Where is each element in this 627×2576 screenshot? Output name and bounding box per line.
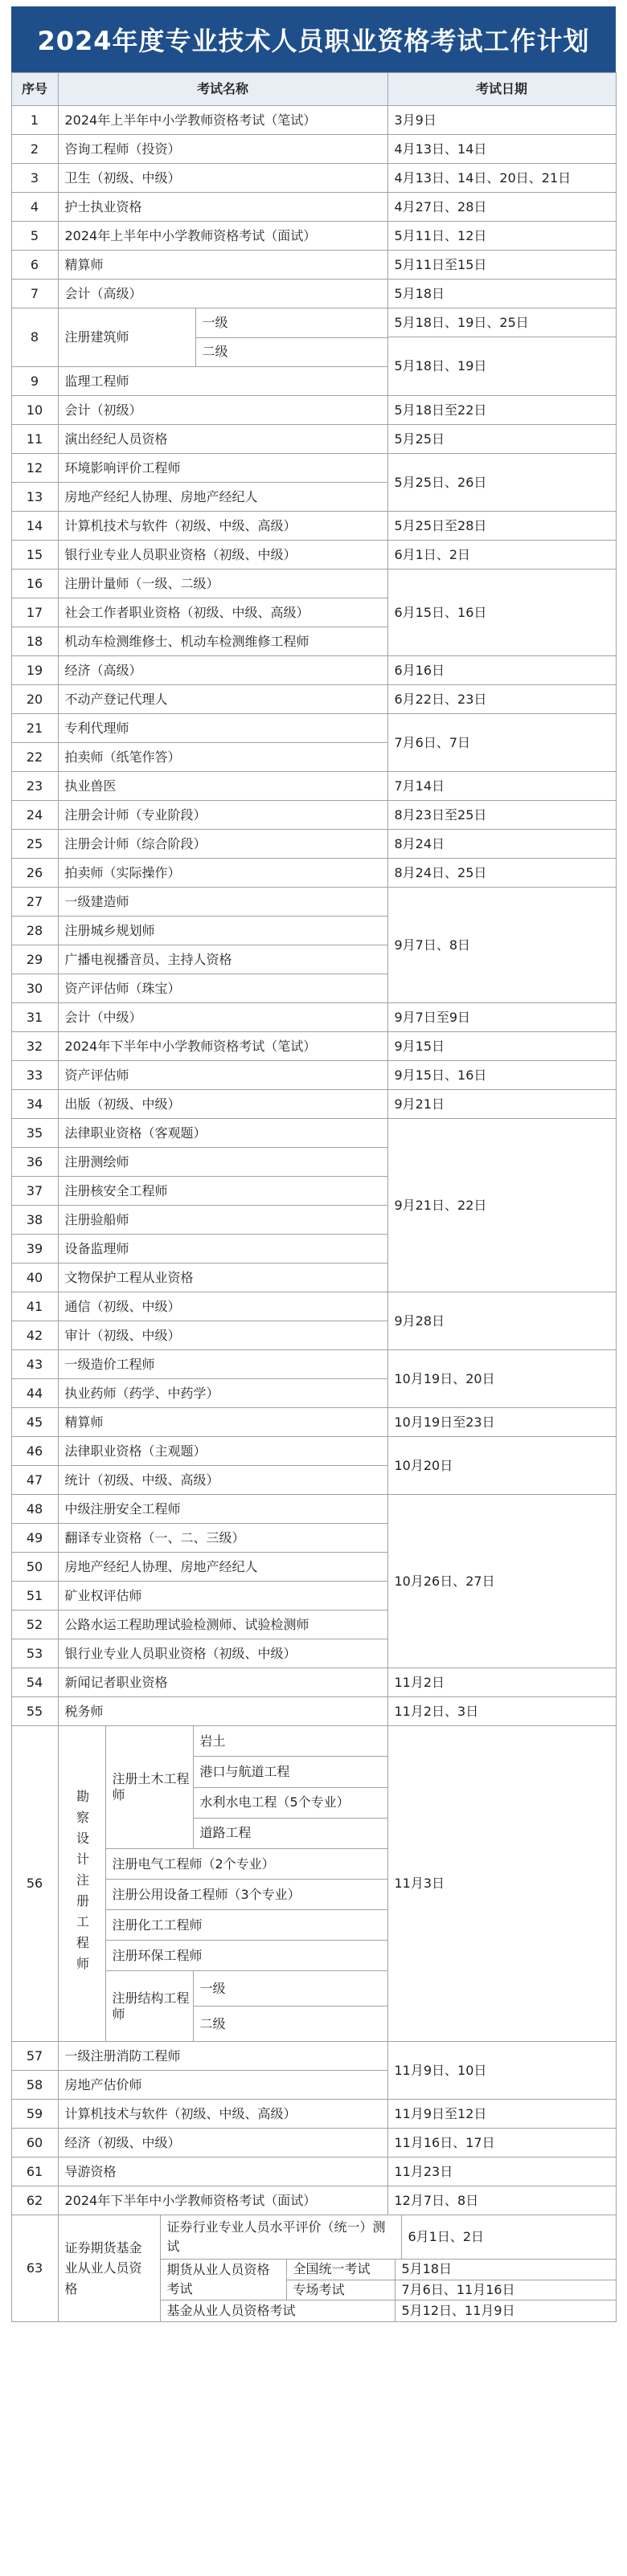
table-row [11,193,616,222]
row-num: 32 [11,1032,58,1061]
table-row [11,251,616,280]
futures-test: 期货从业人员资格考试 [161,2260,287,2300]
exam-name: 拍卖师（实际操作） [58,859,387,888]
civil-item: 岩土 [194,1726,387,1757]
row-num: 51 [11,1582,58,1611]
exam-name: 执业药师（药学、中药学） [58,1379,387,1408]
row-num: 39 [11,1235,58,1264]
table-row [11,2186,616,2215]
exam-date: 9月7日至9日 [387,1003,616,1032]
exam-name: 环境影响评价工程师 [58,454,387,483]
group-label: 勘察设计注册工程师 [74,1790,90,1978]
exam-date: 5月18日 [401,2261,453,2277]
table-row [11,425,616,454]
table-row [11,1032,616,1061]
exam-date: 4月13日、14日 [387,135,616,164]
engineer-item: 注册公用设备工程师（3个专业） [106,1880,387,1910]
exam-date: 3月9日 [387,106,616,135]
exam-name: 设备监理师 [58,1235,387,1264]
exam-name: 一级建造师 [58,888,387,917]
exam-date: 5月18日 [387,280,616,308]
row-num: 7 [11,280,58,308]
row-num: 58 [11,2071,58,2100]
table-row [11,656,616,685]
exam-date: 11月9日、10日 [387,2042,616,2100]
table-row [11,106,616,135]
exam-name: 经济（初级、中级） [58,2129,387,2158]
group-label: 证券期货基金业从业人员资格 [59,2215,161,2321]
table-row [11,2042,616,2071]
row-num: 13 [11,483,58,512]
exam-name: 法律职业资格（客观题） [58,1119,387,1148]
table-row [11,830,616,859]
row-num: 29 [11,945,58,974]
table-row [11,454,616,483]
exam-date: 6月1日、2日 [408,2229,485,2244]
structural-engineer-label: 注册结构工程师 [106,1971,194,2041]
exam-date: 5月18日、19日、25日 [387,308,616,337]
row-num: 38 [11,1206,58,1235]
exam-date: 6月1日、2日 [387,541,616,569]
exam-name: 注册建筑师 [64,329,129,345]
exam-name: 出版（初级、中级） [58,1090,387,1119]
row-num: 17 [11,598,58,627]
row-num: 41 [11,1292,58,1321]
row-num: 62 [11,2186,58,2215]
table-row [11,2158,616,2186]
exam-date: 5月25日、26日 [387,454,616,512]
row-num: 43 [11,1350,58,1379]
row-num: 44 [11,1379,58,1408]
exam-name: 广播电视播音员、主持人资格 [58,945,387,974]
table-row [11,222,616,251]
row-num: 22 [11,743,58,772]
table-row [11,1061,616,1090]
exam-name: 中级注册安全工程师 [58,1495,387,1524]
exam-name: 护士执业资格 [58,193,387,222]
row-num: 54 [11,1668,58,1697]
table-row [11,541,616,569]
exam-group-cell [58,2215,616,2322]
table-row [11,1697,616,1726]
exam-date: 4月27日、28日 [387,193,616,222]
civil-engineer-label: 注册土木工程师 [106,1726,194,1848]
exam-name: 计算机技术与软件（初级、中级、高级） [58,512,387,541]
exam-date: 11月9日至12日 [387,2100,616,2129]
exam-name: 一级造价工程师 [58,1350,387,1379]
exam-date: 9月28日 [387,1292,616,1350]
exam-date: 5月25日至28日 [387,512,616,541]
exam-date: 5月25日 [387,425,616,454]
civil-item: 水利水电工程（5个专业） [194,1788,387,1819]
exam-name: 注册会计师（综合阶段） [58,830,387,859]
row-num: 46 [11,1437,58,1466]
exam-name: 银行业专业人员职业资格（初级、中级） [58,541,387,569]
table-row [11,1668,616,1697]
table-row [11,308,616,337]
exam-date: 5月18日至22日 [387,396,616,425]
row-num: 55 [11,1697,58,1726]
exam-name: 卫生（初级、中级） [58,164,387,193]
exam-name: 房地产经纪人协理、房地产经纪人 [58,1553,387,1582]
table-row [11,859,616,888]
civil-item: 道路工程 [199,1825,252,1841]
table-row [11,280,616,308]
exam-date: 9月15日 [387,1032,616,1061]
exam-name-cell [58,1726,387,2042]
exam-name: 拍卖师（纸笔作答） [58,743,387,772]
exam-name: 文物保护工程从业资格 [58,1264,387,1292]
exam-date: 9月21日 [387,1090,616,1119]
exam-name: 专利代理师 [58,714,387,743]
exam-plan-table [11,72,617,2322]
row-num: 24 [11,801,58,830]
header-name: 考试名称 [58,73,387,106]
exam-name: 法律职业资格（主观题） [58,1437,387,1466]
exam-name: 矿业权评估师 [58,1582,387,1611]
exam-name: 导游资格 [58,2158,387,2186]
table-row [11,2129,616,2158]
table-row [11,1495,616,1524]
exam-name: 2024年上半年中小学教师资格考试（笔试） [58,106,387,135]
row-num: 53 [11,1639,58,1668]
engineer-item: 注册化工工程师 [106,1910,387,1941]
row-num: 12 [11,454,58,483]
table-row [11,164,616,193]
row-num: 56 [11,1726,58,2042]
row-num: 35 [11,1119,58,1148]
header-num: 序号 [11,73,58,106]
table-row [11,569,616,598]
row-num: 37 [11,1177,58,1206]
exam-name: 监理工程师 [58,367,387,396]
exam-name: 银行业专业人员职业资格（初级、中级） [58,1639,387,1668]
exam-date: 7月14日 [387,772,616,801]
table-row [11,801,616,830]
exam-name: 咨询工程师（投资） [58,135,387,164]
row-num: 21 [11,714,58,743]
exam-date: 10月19日、20日 [387,1350,616,1408]
row-num: 28 [11,917,58,945]
exam-name: 执业兽医 [58,772,387,801]
exam-date: 6月16日 [387,656,616,685]
row-num: 33 [11,1061,58,1090]
row-num: 30 [11,974,58,1003]
exam-name: 公路水运工程助理试验检测师、试验检测师 [58,1611,387,1639]
exam-date: 5月11日至15日 [387,251,616,280]
exam-name: 审计（初级、中级） [58,1321,387,1350]
exam-name: 房地产经纪人协理、房地产经纪人 [58,483,387,512]
exam-name: 通信（初级、中级） [58,1292,387,1321]
table-row [11,1437,616,1466]
exam-date: 6月22日、23日 [387,685,616,714]
row-num: 63 [11,2215,58,2322]
row-num: 16 [11,569,58,598]
row-num: 34 [11,1090,58,1119]
row-num: 14 [11,512,58,541]
futures-national: 全国统一考试 [287,2260,395,2280]
exam-name: 新闻记者职业资格 [58,1668,387,1697]
exam-date: 4月13日、14日、20日、21日 [387,164,616,193]
exam-date: 5月18日、19日 [387,337,616,396]
exam-name: 翻译专业资格（一、二、三级） [58,1524,387,1553]
exam-name: 注册会计师（专业阶段） [58,801,387,830]
engineer-item: 注册电气工程师（2个专业） [106,1849,387,1880]
table-header-row [11,73,616,106]
row-num: 1 [11,106,58,135]
row-num: 2 [11,135,58,164]
row-num: 9 [11,367,58,396]
row-num: 59 [11,2100,58,2129]
page-title: 2024年度专业技术人员职业资格考试工作计划 [37,26,590,56]
fund-test: 基金从业人员资格考试 [161,2300,395,2321]
row-num: 36 [11,1148,58,1177]
exam-date: 11月2日、3日 [387,1697,616,1726]
exam-date: 5月12日、11月9日 [401,2303,515,2318]
exam-name: 2024年下半年中小学教师资格考试（面试） [58,2186,387,2215]
table-row [11,685,616,714]
exam-name: 机动车检测维修士、机动车检测维修工程师 [58,627,387,656]
table-row [11,772,616,801]
sub-level-1: 一级 [196,308,387,338]
table-row [11,135,616,164]
exam-date: 12月7日、8日 [387,2186,616,2215]
exam-name: 房地产估价师 [58,2071,387,2100]
row-num: 11 [11,425,58,454]
exam-name: 注册测绘师 [58,1148,387,1177]
futures-special: 专场考试 [287,2280,395,2300]
row-num: 40 [11,1264,58,1292]
table-row [11,512,616,541]
row-num: 19 [11,656,58,685]
exam-name: 会计（初级） [58,396,387,425]
row-num: 47 [11,1466,58,1495]
row-num: 31 [11,1003,58,1032]
row-num: 49 [11,1524,58,1553]
struct-level: 一级 [194,1971,387,2007]
exam-date: 9月7日、8日 [387,888,616,1003]
table-row [11,396,616,425]
row-num: 5 [11,222,58,251]
exam-name: 精算师 [58,1408,387,1437]
table-row [11,1350,616,1379]
row-num: 52 [11,1611,58,1639]
title-bar [11,6,616,72]
exam-date: 10月19日至23日 [387,1408,616,1437]
exam-name: 资产评估师（珠宝） [58,974,387,1003]
row-num: 23 [11,772,58,801]
exam-name: 注册城乡规划师 [58,917,387,945]
exam-date: 5月11日、12日 [387,222,616,251]
exam-date: 11月3日 [387,1726,616,2042]
exam-name: 经济（高级） [58,656,387,685]
table-row [11,1408,616,1437]
exam-name: 精算师 [58,251,387,280]
exam-date: 7月6日、7日 [387,714,616,772]
row-num: 45 [11,1408,58,1437]
row-num: 18 [11,627,58,656]
row-num: 50 [11,1553,58,1582]
exam-name-cell [58,308,387,367]
exam-name: 税务师 [58,1697,387,1726]
exam-date: 8月24日 [387,830,616,859]
exam-date: 8月23日至25日 [387,801,616,830]
table-row [11,2215,616,2322]
exam-date: 8月24日、25日 [387,859,616,888]
exam-name: 注册验船师 [58,1206,387,1235]
exam-name: 2024年上半年中小学教师资格考试（面试） [58,222,387,251]
table-row [11,1119,616,1148]
row-num: 8 [11,308,58,367]
exam-name: 会计（高级） [58,280,387,308]
exam-date: 6月15日、16日 [387,569,616,656]
row-num: 60 [11,2129,58,2158]
exam-name: 社会工作者职业资格（初级、中级、高级） [58,598,387,627]
civil-item: 港口与航道工程 [194,1757,387,1787]
exam-date: 7月6日、11月16日 [401,2281,515,2297]
table-row [11,1090,616,1119]
table-row [11,2100,616,2129]
exam-date: 11月23日 [387,2158,616,2186]
exam-date: 9月21日、22日 [387,1119,616,1292]
row-num: 26 [11,859,58,888]
exam-date: 9月15日、16日 [387,1061,616,1090]
table-row [11,714,616,743]
exam-date: 10月20日 [387,1437,616,1495]
exam-name: 注册核安全工程师 [58,1177,387,1206]
table-row [11,1292,616,1321]
row-num: 4 [11,193,58,222]
row-num: 6 [11,251,58,280]
sub-level-2: 二级 [202,344,228,360]
row-num: 27 [11,888,58,917]
exam-date: 11月2日 [387,1668,616,1697]
engineer-item: 注册环保工程师 [106,1941,387,1971]
row-num: 61 [11,2158,58,2186]
exam-name: 资产评估师 [58,1061,387,1090]
row-num: 15 [11,541,58,569]
row-num: 57 [11,2042,58,2071]
exam-name: 统计（初级、中级、高级） [58,1466,387,1495]
exam-date: 10月26日、27日 [387,1495,616,1668]
table-row [11,1003,616,1032]
table-row [11,888,616,917]
exam-name: 会计（中级） [58,1003,387,1032]
struct-level: 二级 [199,2015,226,2031]
exam-name: 演出经纪人员资格 [58,425,387,454]
row-num: 25 [11,830,58,859]
row-num: 3 [11,164,58,193]
exam-date: 11月16日、17日 [387,2129,616,2158]
exam-name: 不动产登记代理人 [58,685,387,714]
securities-test: 证券行业专业人员水平评价（统一）测试 [161,2215,402,2259]
exam-name: 2024年下半年中小学教师资格考试（笔试） [58,1032,387,1061]
row-num: 42 [11,1321,58,1350]
row-num: 48 [11,1495,58,1524]
header-date: 考试日期 [387,73,616,106]
exam-name: 一级注册消防工程师 [58,2042,387,2071]
row-num: 20 [11,685,58,714]
exam-name: 注册计量师（一级、二级） [58,569,387,598]
exam-name: 计算机技术与软件（初级、中级、高级） [58,2100,387,2129]
row-num: 10 [11,396,58,425]
